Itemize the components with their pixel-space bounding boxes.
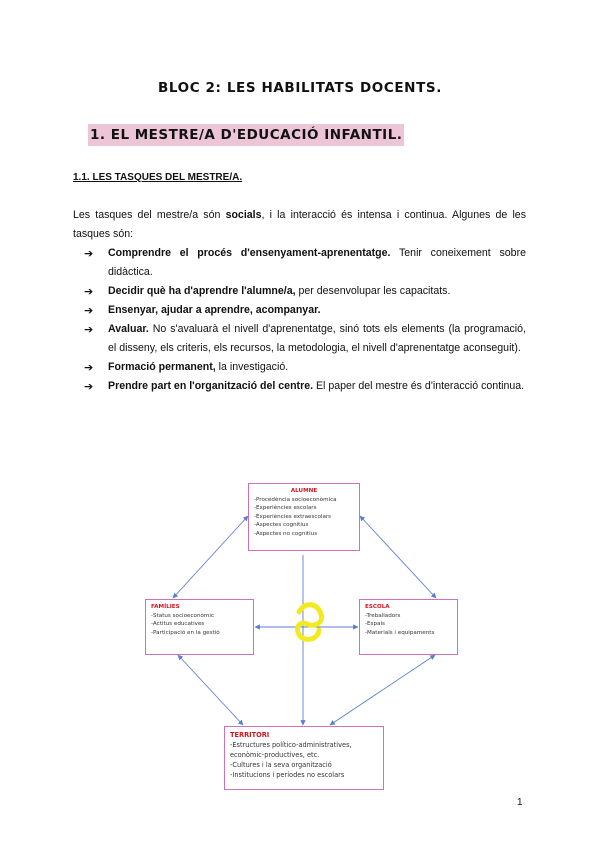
escola-title: ESCOLA (365, 604, 390, 610)
list-item: -Aspectes no cognitius (254, 530, 318, 537)
intro-bold: socials (225, 209, 262, 221)
territori-box (224, 726, 384, 790)
arrow-bullet-icon: ➔ (84, 285, 94, 298)
list-item: -Procedència socioeconòmica (254, 496, 337, 503)
task-bold: Ensenyar, ajudar a aprendre, acompanyar. (108, 304, 321, 316)
task-bold: Prendre part en l'organització del centre. (108, 380, 314, 392)
arrow-bullet-icon: ➔ (84, 304, 94, 317)
alumne-title: ALUMNE (290, 488, 318, 494)
families-title: FAMÍLIES (151, 604, 180, 610)
list-item: -Estructures político-administratives, (230, 741, 352, 749)
highlighter-scribble-icon (298, 605, 322, 640)
list-item: -Participació en la gestió (151, 629, 220, 636)
task-bold: Formació permanent, (108, 361, 216, 373)
task-text: El paper del mestre és d'interacció continua. (313, 380, 525, 392)
list-item: -Materials i equipaments (365, 629, 435, 636)
intro-text-after: , i la interacció és intensa i continua. Algunes de les tasques són: (73, 209, 526, 240)
list-item: -Cultures i la seva organització (230, 761, 332, 769)
list-item: -Aspectes cognitius (254, 522, 309, 529)
intro-text-before: Les tasques del mestre/a són (73, 209, 226, 221)
territori-title: TERRITORI (230, 731, 270, 739)
list-item: -Status socioeconòmic (151, 612, 214, 619)
escola-box (359, 599, 458, 655)
section-heading: 1. EL MESTRE/A D'EDUCACIÓ INFANTIL. (88, 124, 404, 146)
arrow-alumne-families (173, 516, 248, 598)
page-number: 1 (517, 797, 523, 808)
arrow-bullet-icon: ➔ (84, 323, 94, 336)
list-item: econòmic-productives, etc. (230, 751, 320, 759)
list-item: -Treballadors (365, 612, 401, 619)
arrow-bullet-icon: ➔ (84, 380, 94, 393)
task-text: No s'avaluarà el nivell d'aprenentatge, sinó tots els elements (la programació, el disseny, els criteris, els recursos, la metodologia, el nivell d'aprenentatge aconseguit). (108, 323, 526, 354)
arrow-alumne-escola (360, 516, 436, 598)
alumne-box (248, 483, 360, 551)
list-item: -Experiències escolars (254, 505, 317, 512)
arrow-bullet-icon: ➔ (84, 247, 94, 260)
families-box (145, 599, 254, 655)
task-text: per desenvolupar les capacitats. (295, 285, 451, 297)
list-item: -Espais (365, 621, 385, 628)
arrow-bullet-icon: ➔ (84, 361, 94, 374)
arrow-families-territori (178, 655, 243, 725)
task-bold: Avaluar. (108, 323, 149, 335)
list-item: -Experiències extraescolars (254, 513, 332, 520)
list-item: -Actitus educatives (151, 621, 205, 628)
subsection-heading: 1.1. LES TASQUES DEL MESTRE/A. (73, 172, 243, 183)
task-text: Tenir coneixement sobre didàctica. (108, 247, 526, 278)
list-item: -Institucions i períodes no escolars (230, 771, 345, 779)
task-text: la investigació. (215, 361, 289, 373)
document-title: BLOC 2: LES HABILITATS DOCENTS. (158, 80, 442, 96)
arrow-escola-territori (330, 655, 435, 725)
task-bold: Decidir què ha d'aprendre l'alumne/a, (108, 285, 296, 297)
task-bold: Comprendre el procés d'ensenyament-aprenentatge. (108, 247, 391, 259)
